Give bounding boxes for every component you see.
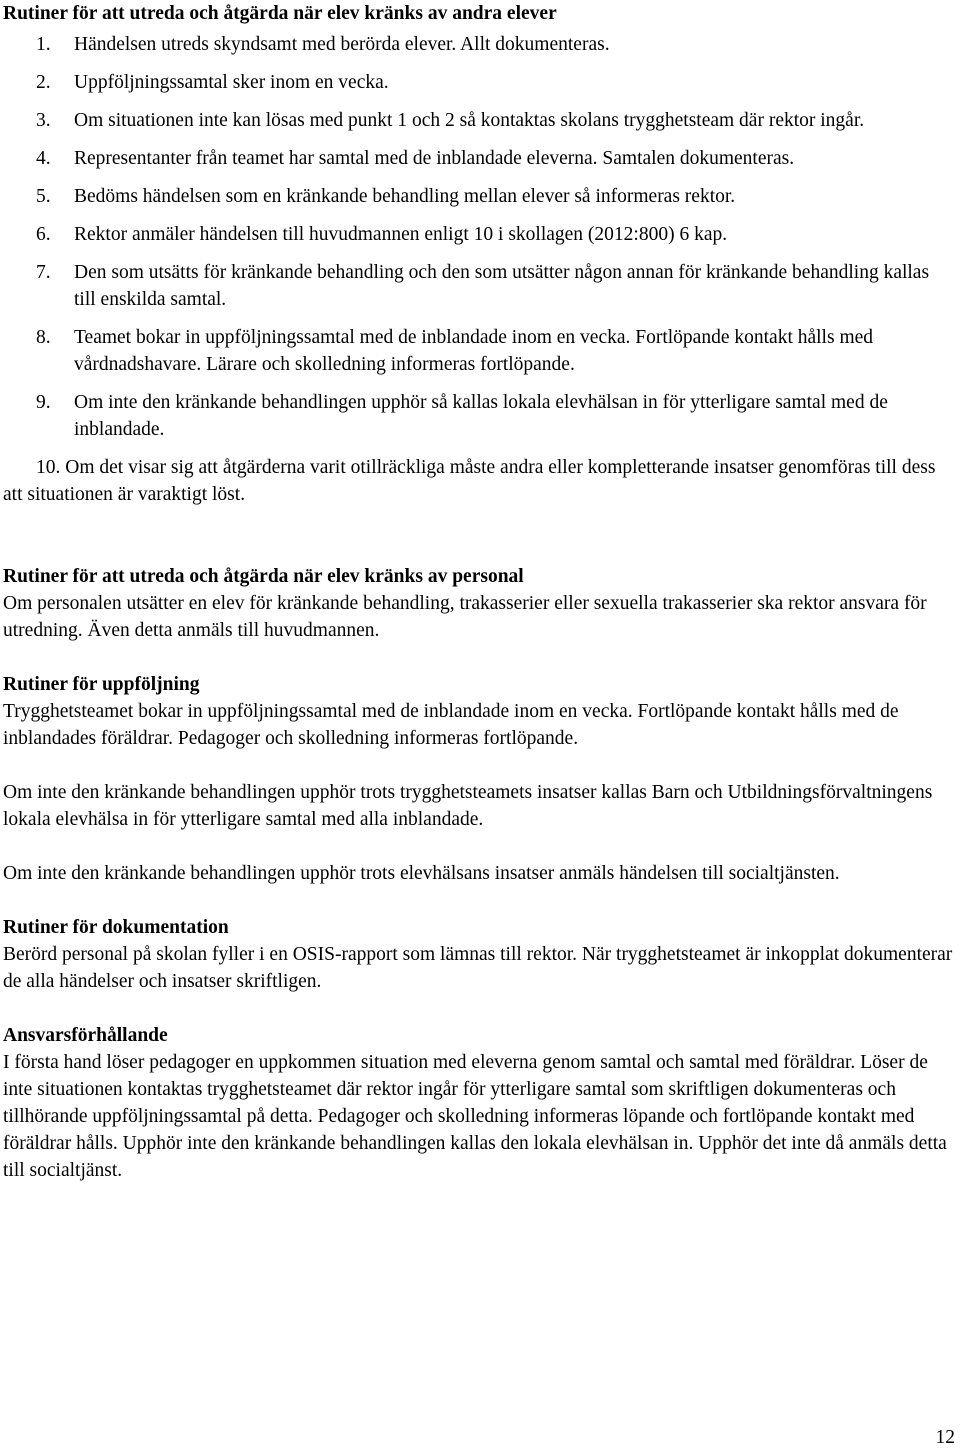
list-item-text: Om det visar sig att åtgärderna varit otillräckliga måste andra eller kompletterande insatser genomföras till dess att situationen är varaktigt löst. (3, 457, 936, 505)
list-item-number: 8. (36, 327, 51, 348)
section-responsibility (3, 1022, 955, 1184)
list-item (3, 454, 955, 508)
section-paragraph: I första hand löser pedagoger en uppkommen situation med eleverna genom samtal och samtal med föräldrar. Löser de inte situationen kontaktas trygghetsteamet där rektor ingår för ytterligare samtal som skriftligen dokumenteras och tillhörande uppföljningssamtal på detta. Pedagoger och skolledning informeras löpande och fortlöpande kontakt med föräldrar hålls. Upphör inte den kränkande behandlingen kallas den lokala elevhälsan in. Upphör det inte då anmäls detta till socialtjänst. (3, 1052, 947, 1181)
list-item-number: 4. (36, 148, 51, 169)
list-item (3, 259, 955, 313)
followup-paragraph-2 (3, 779, 955, 833)
routine-list (3, 31, 955, 508)
section-paragraph: Trygghetsteamet bokar in uppföljningssamtal med de inblandade inom en vecka. Fortlöpande kontakt hålls med de inblandades föräldrar. Pedagoger och skolledning informeras fortlöpande. (3, 701, 899, 749)
section-followup (3, 671, 955, 752)
section-paragraph: Berörd personal på skolan fyller i en OSIS-rapport som lämnas till rektor. När trygghetsteamet är inkopplat dokumenterar de alla händelser och insatser skriftligen. (3, 944, 953, 992)
list-item (3, 107, 955, 134)
list-item-text: Uppföljningssamtal sker inom en vecka. (74, 72, 389, 93)
list-item-number: 10. (36, 457, 61, 478)
list-item (3, 183, 955, 210)
list-item-text: Teamet bokar in uppföljningssamtal med de inblandade inom en vecka. Fortlöpande kontakt hålls med vårdnadshavare. Lärare och skolledning informeras fortlöpande. (74, 327, 874, 375)
list-item-number: 1. (36, 34, 51, 55)
list-item-text: Händelsen utreds skyndsamt med berörda elever. Allt dokumenteras. (74, 34, 610, 55)
list-item (3, 389, 955, 443)
section-heading-student-bullying: Rutiner för att utreda och åtgärda när elev kränks av andra elever (3, 3, 557, 24)
followup-paragraph-3 (3, 860, 955, 887)
list-item (3, 221, 955, 248)
section-documentation (3, 914, 955, 995)
page-number: 12 (935, 1427, 955, 1448)
list-item-text: Representanter från teamet har samtal med de inblandade eleverna. Samtalen dokumenteras. (74, 148, 795, 169)
list-item-text: Den som utsätts för kränkande behandling och den som utsätter någon annan för kränkande behandling kallas till enskilda samtal. (74, 262, 930, 310)
list-item-number: 2. (36, 72, 51, 93)
list-item-text: Om inte den kränkande behandlingen upphör så kallas lokala elevhälsan in för ytterligare samtal med de inblandade. (74, 392, 888, 440)
section-heading-staff-bullying: Rutiner för att utreda och åtgärda när elev kränks av personal (3, 566, 524, 587)
section-heading-responsibility: Ansvarsförhållande (3, 1025, 168, 1046)
section-paragraph: Om inte den kränkande behandlingen upphör trots trygghetsteamets insatser kallas Barn och Utbildningsförvaltningens lokala elevhälsa in för ytterligare samtal med alla inblandade. (3, 782, 933, 830)
list-item-number: 3. (36, 110, 51, 131)
list-item (3, 145, 955, 172)
list-item-number: 5. (36, 186, 51, 207)
list-item (3, 69, 955, 96)
list-item-text: Rektor anmäler händelsen till huvudmannen enligt 10 i skollagen (2012:800) 6 kap. (74, 224, 728, 245)
list-item-number: 7. (36, 262, 51, 283)
list-item (3, 31, 955, 58)
section-heading-documentation: Rutiner för dokumentation (3, 917, 229, 938)
list-item-text: Bedöms händelsen som en kränkande behandling mellan elever så informeras rektor. (74, 186, 736, 207)
list-item-number: 6. (36, 224, 51, 245)
list-item (3, 324, 955, 378)
list-item-text: Om situationen inte kan lösas med punkt 1 och 2 så kontaktas skolans trygghetsteam där rektor ingår. (74, 110, 865, 131)
document-page (3, 0, 955, 1184)
section-paragraph: Om personalen utsätter en elev för kränkande behandling, trakasserier eller sexuella trakasserier ska rektor ansvara för utredning. Även detta anmäls till huvudmannen. (3, 593, 927, 641)
list-item-number: 9. (36, 392, 51, 413)
section-paragraph: Om inte den kränkande behandlingen upphör trots elevhälsans insatser anmäls händelsen till socialtjänsten. (3, 863, 840, 884)
section-heading-followup: Rutiner för uppföljning (3, 674, 200, 695)
section-staff-bullying (3, 563, 955, 644)
